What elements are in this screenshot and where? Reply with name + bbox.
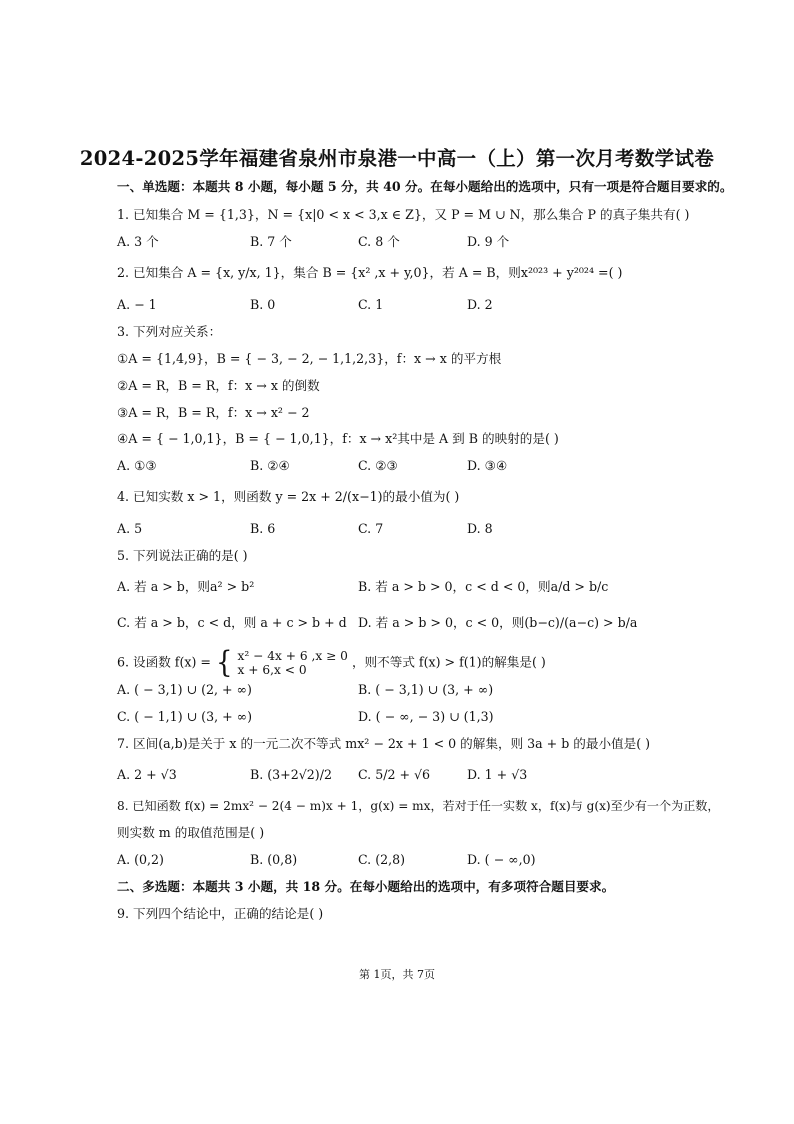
question-7-option-d: D. 1 + √3 — [467, 767, 528, 782]
question-6-stem-prefix: 6. 设函数 f(x) = — [117, 654, 211, 670]
piecewise-brace: { — [215, 645, 233, 681]
question-8-option-a: A. (0,2) — [117, 852, 164, 867]
question-8-option-c: C. (2,8) — [358, 852, 406, 867]
question-5-option-d: D. 若 a > b > 0，c < 0，则(b−c)/(a−c) > b/a — [358, 615, 638, 630]
question-7-option-b: B. (3+2√2)/2 — [250, 767, 332, 782]
question-1-option-a: A. 3 个 — [117, 234, 159, 249]
question-7-option-c: C. 5/2 + √6 — [358, 767, 431, 782]
section-heading-multiple-choice: 二、多选题：本题共 3 小题，共 18 分。在每小题给出的选项中，有多项符合题目要求。 — [117, 879, 615, 894]
question-3-relation-1: ①A = {1,4,9}，B = { − 3, − 2, − 1,1,2,3}，f：x → x 的平方根 — [117, 351, 502, 366]
question-3-option-a: A. ①③ — [117, 458, 157, 473]
page-footer: 第 1页，共 7页 — [359, 968, 435, 981]
page-title: 2024-2025学年福建省泉州市泉港一中高一（上）第一次月考数学试卷 — [79, 147, 715, 170]
question-3-relation-2: ②A = R，B = R，f：x → x 的倒数 — [117, 378, 320, 393]
question-7-option-a: A. 2 + √3 — [117, 767, 177, 782]
question-1-option-d: D. 9 个 — [467, 234, 510, 249]
question-1-stem: 1. 已知集合 M = {1,3}，N = {x|0 < x < 3,x ∈ Z}，又 P = M ∪ N，那么集合 P 的真子集共有( ) — [117, 207, 690, 222]
question-4-option-b: B. 6 — [250, 521, 276, 536]
question-3-option-b: B. ②④ — [250, 458, 290, 473]
section-heading-single-choice: 一、单选题：本题共 8 小题，每小题 5 分，共 40 分。在每小题给出的选项中，只有一项是符合题目要求的。 — [117, 179, 733, 194]
question-1-option-b: B. 7 个 — [250, 234, 292, 249]
question-2-option-a: A. − 1 — [117, 297, 157, 312]
question-4-option-d: D. 8 — [467, 521, 493, 536]
piecewise-cases — [238, 649, 348, 677]
question-8-stem-line-2: 则实数 m 的取值范围是( ) — [117, 825, 265, 840]
question-6-option-a: A. ( − 3,1) ∪ (2, + ∞) — [117, 682, 252, 697]
question-9-stem: 9. 下列四个结论中，正确的结论是( ) — [117, 906, 324, 921]
question-8-option-b: B. (0,8) — [250, 852, 298, 867]
question-1-option-c: C. 8 个 — [358, 234, 400, 249]
question-6-stem — [117, 645, 546, 681]
question-5-option-b: B. 若 a > b > 0，c < d < 0，则a/d > b/c — [358, 579, 609, 594]
piecewise-case-1: x² − 4x + 6 ,x ≥ 0 — [237, 649, 348, 663]
question-4-option-a: A. 5 — [117, 521, 143, 536]
question-2-option-b: B. 0 — [250, 297, 276, 312]
piecewise-case-2: x + 6,x < 0 — [237, 663, 307, 677]
question-8-option-d: D. ( − ∞,0) — [467, 852, 536, 867]
question-3-stem: 3. 下列对应关系： — [117, 324, 222, 339]
question-2-option-d: D. 2 — [467, 297, 493, 312]
question-8-stem-line-1: 8. 已知函数 f(x) = 2mx² − 2(4 − m)x + 1，g(x) = mx，若对于任一实数 x，f(x)与 g(x)至少有一个为正数， — [117, 799, 720, 813]
question-6-option-d: D. ( − ∞, − 3) ∪ (1,3) — [358, 709, 494, 724]
question-6-stem-suffix: ，则不等式 f(x) > f(1)的解集是( ) — [351, 654, 546, 670]
question-5-stem: 5. 下列说法正确的是( ) — [117, 548, 248, 563]
question-3-relation-4: ④A = { − 1,0,1}，B = { − 1,0,1}，f：x → x²其中是 A 到 B 的映射的是( ) — [117, 431, 559, 446]
question-6-option-c: C. ( − 1,1) ∪ (3, + ∞) — [117, 709, 253, 724]
question-2-stem: 2. 已知集合 A = {x, y/x, 1}，集合 B = {x² ,x + y,0}，若 A = B，则x²⁰²³ + y²⁰²⁴ =( ) — [117, 265, 623, 280]
question-4-stem: 4. 已知实数 x > 1，则函数 y = 2x + 2/(x−1)的最小值为( ) — [117, 489, 460, 504]
question-3-option-c: C. ②③ — [358, 458, 398, 473]
question-5-option-a: A. 若 a > b，则a² > b² — [117, 579, 255, 594]
question-3-option-d: D. ③④ — [467, 458, 508, 473]
question-3-relation-3: ③A = R，B = R，f：x → x² − 2 — [117, 405, 310, 420]
question-2-option-c: C. 1 — [358, 297, 384, 312]
question-7-stem: 7. 区间(a,b)是关于 x 的一元二次不等式 mx² − 2x + 1 < 0 的解集，则 3a + b 的最小值是( ) — [117, 736, 651, 751]
question-4-option-c: C. 7 — [358, 521, 384, 536]
question-5-option-c: C. 若 a > b，c < d，则 a + c > b + d — [117, 615, 347, 630]
question-6-option-b: B. ( − 3,1) ∪ (3, + ∞) — [358, 682, 494, 697]
